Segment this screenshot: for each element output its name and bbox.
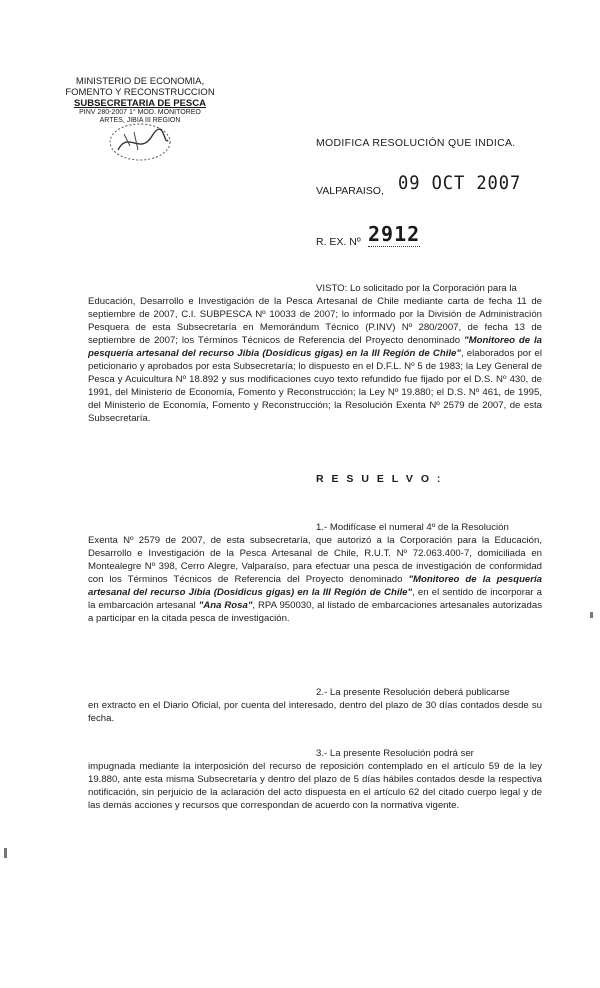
ministry-header <box>60 76 220 125</box>
visto-text-1: Educación, Desarrollo e Investigación de la Pesca Artesanal de Chile mediante carta de fecha 11 de septiembre de 2007, C.I. SUBPESCA Nº 10033 de 2007; lo informado por la División de Administración Pesquera de esta Subsecretaría en Memorándum Técnico (P.INV) Nº 280/2007, de fecha 13 de septiembre de 2007; los Términos Técnicos de Referencia del Proyecto denominado <box>88 296 542 346</box>
reference-line-2: ARTES, JIBIA III REGION <box>99 117 181 124</box>
place: VALPARAISO, <box>316 185 384 197</box>
resolution-label: R. EX. Nº <box>316 236 361 248</box>
item-3-paragraph <box>88 747 542 812</box>
document-subject: MODIFICA RESOLUCIÓN QUE INDICA. <box>316 137 516 149</box>
item-1-text-c: , RPA 950030, al listado de embarcaciones artesanales autorizadas a participar en la citada pesca de investigación. <box>88 600 542 624</box>
item-2-text: en extracto en el Diario Oficial, por cuenta del interesado, dentro del plazo de 30 días contados desde su fecha. <box>88 700 542 724</box>
resolution-number: 2912 <box>368 222 421 246</box>
date-stamp: 09 OCT 2007 <box>398 172 522 194</box>
official-stamp-icon <box>100 120 180 164</box>
ministry-line-2: FOMENTO Y RECONSTRUCCION <box>65 87 215 98</box>
visto-paragraph <box>88 282 542 425</box>
visto-text-2: , elaborados por el peticionario y aprobados por esta Subsecretaría; lo dispuesto en el D.F.L. Nº 5 de 1983; la Ley General de Pesca y Acuicultura Nº 18.892 y sus modificaciones cuyo texto refundido fue fijado por el D.S. Nº 430, de 1991, del Ministerio de Economía, Fomento y Reconstrucción; la Ley Nº 19.880; el D.S. Nº 461, de 1995, del Ministerio de Economía, Fomento y Reconstrucción; la Resolución Exenta Nº 2579 de 2007, de esta Subsecretaría. <box>88 348 542 424</box>
margin-mark <box>590 612 593 618</box>
item-3-lead: 3.- La presente Resolución podrá ser <box>316 748 474 759</box>
visto-lead: VISTO: Lo solicitado por la Corporación para la <box>316 283 517 294</box>
project-title: "Monitoreo de la pesquería artesanal del recurso Jibia (Dosidicus gigas) en la III Región de Chile" <box>88 335 542 359</box>
item-2-lead: 2.- La presente Resolución deberá publicarse <box>316 687 510 698</box>
item-2-paragraph <box>88 686 542 725</box>
boat-name: "Ana Rosa" <box>198 600 253 611</box>
item-3-text: impugnada mediante la interposición del recurso de reposición contemplado en el artículo 59 de la ley 19.880, ante esta misma Subsecretaría y dentro del plazo de 5 días hábiles contados desde la respectiva notificación, sin perjuicio de la aclaración del acto dispuesta en el artículo 62 del citado cuerpo legal y de las demás acciones y recursos que correspondan de acuerdo con la normativa vigente. <box>88 761 542 811</box>
item-1-lead: 1.- Modifícase el numeral 4º de la Resolución <box>316 522 509 533</box>
margin-mark <box>4 848 7 858</box>
subsecretaria-line: SUBSECRETARIA DE PESCA <box>74 98 206 109</box>
item-1-text-a: Exenta Nº 2579 de 2007, de esta subsecretaría, que autorizó a la Corporación para la Educación, Desarrollo e Investigación de la Pesca Artesanal de Chile, R.U.T. Nº 72.063.400-7, domiciliada en Montealegre Nº 398, Cerro Alegre, Valparaíso, para efectuar una pesca de investigación de conformidad con los Términos Técnicos de Referencia del Proyecto denominado <box>88 535 542 585</box>
reference-line-1: PINV 280-2007 1° MOD. MONITOREO <box>79 109 201 116</box>
resuelvo-heading: R E S U E L V O : <box>316 473 443 485</box>
ministry-line-1: MINISTERIO DE ECONOMIA, <box>75 76 205 87</box>
item-1-paragraph <box>88 521 542 625</box>
item-1-text-b: , en el sentido de incorporar a la embarcación artesanal <box>88 587 542 611</box>
item-1-project-title: "Monitoreo de la pesquería artesanal del recurso Jibia (Dosidicus gigas) en la III Región de Chile" <box>88 574 542 598</box>
